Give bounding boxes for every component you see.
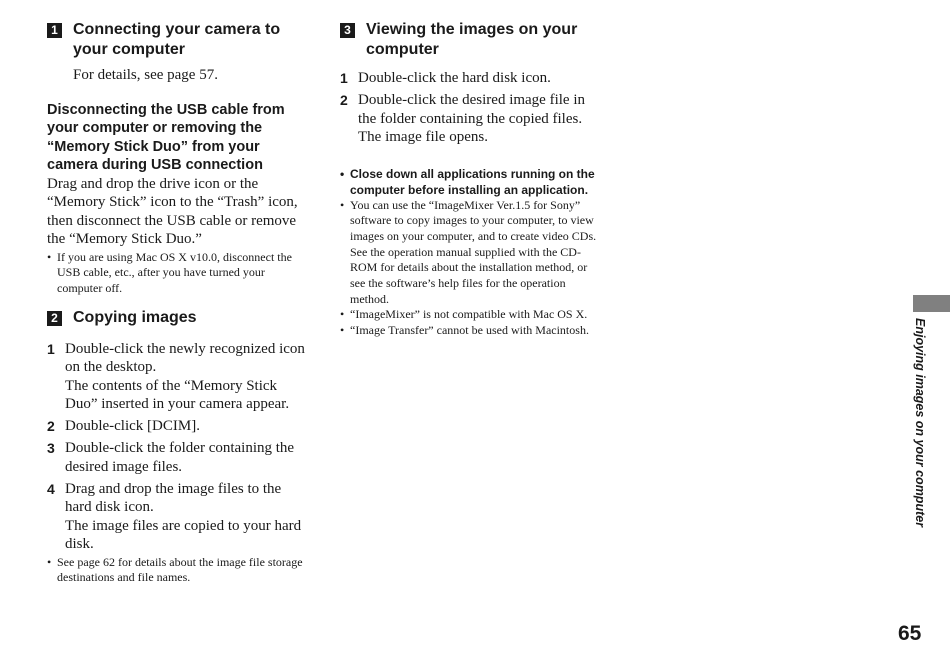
step-text: Double-click the folder containing the desired image files. <box>65 440 295 475</box>
bullet-icon: • <box>340 197 345 212</box>
right-column <box>340 20 598 339</box>
disconnect-heading: Disconnecting the USB cable from your computer or removing the “Memory Stick Duo” from your camera during USB connection <box>47 101 285 173</box>
section-2-heading <box>47 308 305 328</box>
note-text: You can use the “ImageMixer Ver.1.5 for Sony” software to copy images to your computer, to view images on your computer, and to create video CDs. See the operation manual supplied with the CD-ROM for details about the installation method, or see the software’s help files for the operation method. <box>350 197 597 306</box>
notes-list <box>340 166 598 339</box>
step-number: 2 <box>47 418 55 435</box>
step-content <box>65 417 200 436</box>
step-result-text: The contents of the “Memory Stick Duo” inserted in your camera appear. <box>65 377 290 413</box>
note-text: If you are using Mac OS X v10.0, disconnect the USB cable, etc., after you have turned your computer off. <box>57 249 292 295</box>
section-3-heading <box>340 20 598 60</box>
step-text: Drag and drop the image files to the hard disk icon. <box>65 480 282 516</box>
note-item <box>340 323 598 339</box>
step-content <box>358 69 551 88</box>
step-content <box>65 340 305 414</box>
step-item <box>340 91 598 147</box>
step-item <box>47 340 305 414</box>
note-text: “Image Transfer” cannot be used with Macintosh. <box>350 323 589 338</box>
section-1-heading <box>47 20 305 60</box>
step-result-text: The image file opens. <box>358 129 488 145</box>
steps-list <box>340 69 598 147</box>
bullet-icon: • <box>47 554 52 569</box>
steps-list <box>47 340 305 554</box>
left-column <box>47 20 305 586</box>
step-text: Double-click the hard disk icon. <box>358 70 551 86</box>
note-item <box>340 166 598 198</box>
bullet-icon: • <box>47 249 52 264</box>
bullet-icon: • <box>340 323 345 338</box>
note-item <box>340 198 598 308</box>
section-number-badge: 3 <box>340 23 355 38</box>
note-text: “ImageMixer” is not compatible with Mac OS X. <box>350 307 588 322</box>
step-number: 1 <box>47 340 55 357</box>
note-text: See page 62 for details about the image file storage destinations and file names. <box>57 554 303 585</box>
step-result-text: The image files are copied to your hard disk. <box>65 517 302 553</box>
step-content <box>65 480 305 554</box>
disconnect-body: Drag and drop the drive icon or the “Memory Stick” icon to the “Trash” icon, then disconnect the USB cable or remove the “Memory Stick Duo.” <box>47 175 298 247</box>
section-title: Connecting your camera to your computer <box>73 21 281 58</box>
page-number: 65 <box>898 622 922 645</box>
step-number: 2 <box>340 92 348 108</box>
bullet-icon: • <box>340 166 345 181</box>
step-text: Double-click the desired image file in the folder containing the copied files. <box>358 92 585 127</box>
step-number: 4 <box>47 480 55 497</box>
side-section-label: Enjoying images on your computer <box>913 318 927 528</box>
step-content <box>358 91 598 147</box>
step-item <box>47 439 305 476</box>
note-text: Close down all applications running on the computer before installing an application. <box>350 166 595 197</box>
section-title: Viewing the images on your computer <box>366 21 578 58</box>
step-text: Double-click [DCIM]. <box>65 418 200 435</box>
section-title: Copying images <box>73 308 197 326</box>
section-1-body: For details, see page 57. <box>73 67 218 83</box>
section-number-badge: 2 <box>47 311 62 326</box>
step-number: 1 <box>340 70 348 86</box>
side-tab-marker <box>913 295 950 312</box>
step-item <box>340 69 598 88</box>
section-number-badge: 1 <box>47 23 62 38</box>
step-item <box>47 417 305 436</box>
step-number: 3 <box>47 440 55 457</box>
disconnect-note <box>47 250 305 297</box>
copy-note <box>47 555 305 586</box>
bullet-icon: • <box>340 307 345 322</box>
note-item <box>340 307 598 323</box>
step-item <box>47 480 305 554</box>
step-text: Double-click the newly recognized icon on the desktop. <box>65 340 305 376</box>
step-content <box>65 439 305 476</box>
